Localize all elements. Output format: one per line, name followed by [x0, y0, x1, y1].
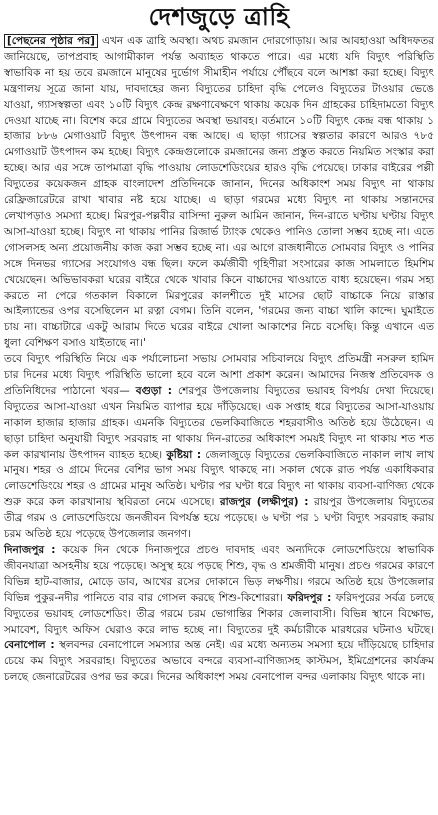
dateline-raipur: রাজপুর (লক্ষীপুর) :	[219, 496, 309, 509]
dateline-kushtia: কুষ্টিয়া :	[166, 448, 202, 461]
newspaper-clipping	[0, 2, 438, 815]
minister-paragraph	[4, 352, 434, 543]
lead-paragraph	[4, 34, 434, 352]
minister-text: তবে বিদ্যুৎ পরিস্থিতি নিয়ে এক পর্যালোচনা সভায় সোমবার সচিবালয়ে বিদ্যুৎ প্রতিমন্ত্রী নসরুল হামিদ চার দিনের মধ্যে বিদ্যুৎ পরিস্থিতি ভালো হবে বলে আশা প্রকাশ করেন। আমাদের নিজস্ব প্রতিবেদক ও প্রতিনিধিদের পাঠানো খবর—	[4, 353, 434, 397]
headline: দেশজুড়ে ত্রাহি	[148, 2, 290, 31]
bogura-text: শেরপুর উপজেলায় বিদ্যুতের ভয়াবহ বিপর্যয় দেখা দিয়েছে। বিদ্যুতের আসা-যাওয়া এখন নিয়মিত ব্যাপার হয়ে দাঁড়িয়েছে। এক সপ্তাহ ধরে বিদ্যুতের আসা-যাওয়ায় নাকাল হাজার হাজার গ্রাহক। এমনকি বিদ্যুতের ভেলকিবাজিতে শহরবাসীও অতিষ্ঠ হয়ে উঠেছেন। এ ছাড়া চাহিদা অনুযায়ী বিদ্যুৎ সরবরাহ না থাকায় দিন-রাতের অধিকাংশ সময়ই বিদ্যুৎ না থাকায় শত শত কল কারখানায় উৎপাদন ব্যাহত হচ্ছে।	[4, 384, 434, 461]
dateline-dinajpur: দিনাজপুর :	[4, 544, 56, 556]
raipur-text: রায়পুর উপজেলায় বিদ্যুতের তীব্র গরম ও লোডশেডিংয়ে জনজীবন বিপর্যস্ত হয়ে পড়েছে। ৬ ঘণ্টা পর ১ ঘণ্টা বিদ্যুৎ সরবরাহ করায় চরম অতিষ্ঠ হয়ে পড়েছে উপজেলার জনগণ।	[4, 496, 435, 541]
dateline-bogura: বগুড়া :	[135, 384, 172, 397]
continued-from-back-page-label: [পেছনের পৃষ্ঠার পর]	[4, 34, 98, 48]
faridpur-text: ফরিদপুরের সর্বত্র চলছে বিদ্যুতের ভয়াবহ লোডশেডিং। তীব্র গরমে চরম ভোগান্তির শিকার জেলাবাসী। বিভিন্ন স্থানে বিক্ষোভ, সমাবেশ, বিদ্যুৎ অফিস ঘেরাও করে লাভ হচ্ছে না। বিদ্যুতের দুই কর্মচারীকে মারধরের ঘটনাও ঘটছে।	[4, 591, 435, 636]
dateline-faridpur: ফরিদপুর :	[287, 591, 332, 604]
article-body	[4, 34, 434, 686]
dinajpur-text: কয়েক দিন থেকে দিনাজপুরে প্রচণ্ড দাবদাহ এবং অন্যদিকে লোডশেডিংয়ে স্বাভাবিক জীবনযাত্রা অসহনীয় হয়ে পড়েছে। অসুস্থ হয়ে পড়ছে শিশু, বৃদ্ধ ও শ্রমজীবী মানুষ। প্রচণ্ড গরমের কারণে বিভিন্ন হাট-বাজার, মোড়ে ডাব, আখের রসের দোকানে ভিড় লক্ষণীয়। গরমে অতিষ্ঠ হয়ে উপজেলার বিভিন্ন পুকুর-নদীর পানিতে বার বার গোসল করছে শিশু-কিশোররা।	[4, 544, 435, 604]
dateline-benapole: বেনাপোল :	[4, 639, 55, 652]
lead-text: এখন এক ত্রাহি অবস্থা। অথচ রমজান দোরগোড়ায়। আর আবহাওয়া অধিদফতর জানিয়েছে, তাপপ্রবাহ আগামীকাল পর্যন্ত অব্যাহত থাকতে পারে। এর মধ্যে যদি বিদ্যুৎ পরিস্থিতি স্বাভাবিক না হয় তবে রমজানে মানুষের দুর্ভোগ সীমাহীন পর্যায়ে পৌঁছবে বলে আশঙ্কা করা হচ্ছে। বিদ্যুৎ মন্ত্রণালয় সূত্রে জানা যায়, দাবদাহের জন্য বিদ্যুতের চাহিদা বৃদ্ধি পেলেও বিদ্যুতের টাওয়ার ভেঙে যাওয়া, গ্যাসস্বল্পতা এবং ১০টি বিদ্যুৎ কেন্দ্র রক্ষণাবেক্ষণে থাকায় কয়েক দিন গ্রাহকের চাহিদামতো বিদ্যুৎ দেওয়া যাচ্ছে না। বিশেষ করে গ্রামে বিদ্যুতের অবস্থা ভয়াবহ। বর্তমানে ১০টি বিদ্যুৎ কেন্দ্র বন্ধ থাকায় ১ হাজার ৮৮৬ মেগাওয়াট বিদ্যুৎ উৎপাদন বন্ধ আছে। এ ছাড়া গ্যাসের স্বল্পতার কারণে আরও ৭৮৫ মেগাওয়াট উৎপাদন কম হচ্ছে। বিদ্যুৎ কেন্দ্রগুলোকে রমজানের জন্য প্রস্তুত করতে নিয়মিত সংস্কার করা হচ্ছে। আর এর সঙ্গে তাপমাত্রা বৃদ্ধি পাওয়ায় লোডশেডিংয়ের হারও বৃদ্ধি পেয়েছে। ঢাকার বাইরের পল্লী বিদ্যুতের কয়েকজন গ্রাহক বাংলাদেশ প্রতিদিনকে জানান, দিনের অধিকাংশ সময় বিদ্যুৎ না থাকায় রেফ্রিজারেটরে রাখা খাবার নষ্ট হয়ে যাচ্ছে। এ ছাড়া গরমের মধ্যে বিদ্যুৎ না থাকায় সন্তানদের লেখাপড়াও সমস্যা হচ্ছে। মিরপুর-পল্লবীর বাসিন্দা নুরুল আমিন জানান, দিন-রাতে ঘণ্টায় ঘণ্টায় বিদ্যুৎ আসা-যাওয়া হচ্ছে। বিদ্যুৎ না থাকায় পানির রিজার্ভ ট্যাংক থেকেও পানিও তোলা সম্ভব হচ্ছে না। এতে গোসলসহ অন্য প্রয়োজনীয় কাজ করা সম্ভব হচ্ছে না। এর আগে রাজধানীতে সোমবার বিদ্যুৎ ও পানির সঙ্গে দিনভর গ্যাসের সংযোগও বন্ধ ছিল। ফলে কর্মজীবী গৃহিণীরা সংসারের কাজ সামলাতে হিমশিম খেয়েছেন। অভিভাবকরা ঘরের বাইরে থেকে খাবার কিনে বাচ্চাদের খাওয়াতে বাধ্য হয়েছেন। গরম সহ্য করতে না পেরে গতকাল বিকালে মিরপুরের কালশীতে দুই মাসের ছোট বাচ্চাকে নিয়ে রাস্তার আইল্যান্ডের ওপর বসেছিলেন মা রত্না বেগম। তিনি বলেন, 'গরমের জন্য বাচ্চা খালি কান্দে। ঘুমাইতে চায় না। বাচ্চাটারে একটু আরাম দিতে ঘরের বাইরে খোলা আকাশের নিচে বসেছি। কিন্তু এখানে এত ধুলা বেশিক্ষণ বসাও যাইতাছে না।'	[4, 35, 435, 350]
benapole-text: স্থলবন্দর বেনাপোলে সমস্যার অন্ত নেই। এর মধ্যে অন্যতম সমস্যা হয়ে দাঁড়িয়েছে চাহিদার চেয়ে কম বিদ্যুৎ সরবরাহ। বিদ্যুতের অভাবে বন্দরে ব্যবসা-বাণিজ্যসহ কাস্টমস, ইমিগ্রেশনের কার্যক্রম চলছে জেনারেটরের ওপর ভর করে। দিনের অধিকাংশ সময় বেনাপোল বন্দর এলাকায় বিদ্যুৎ থাকে না।	[4, 639, 434, 684]
kushtia-text: জেলাজুড়ে বিদ্যুতের ভেলকিবাজিতে নাকাল লাখ লাখ মানুষ। শহর ও গ্রামে দিনের বেশির ভাগ সময় বিদ্যুৎ থাকছে না। সকাল থেকে রাত পর্যন্ত একাধিকবার লোডশেডিংয়ে শহর ও গ্রামের মানুষ অতিষ্ঠ। ঘণ্টার পর ঘণ্টা ধরে বিদ্যুৎ না থাকায় ব্যবসা-বাণিজ্য থেকে শুরু করে কল কারখানায় স্থবিরতা নেমে এসেছে।	[4, 448, 434, 509]
dinajpur-paragraph	[4, 543, 434, 686]
